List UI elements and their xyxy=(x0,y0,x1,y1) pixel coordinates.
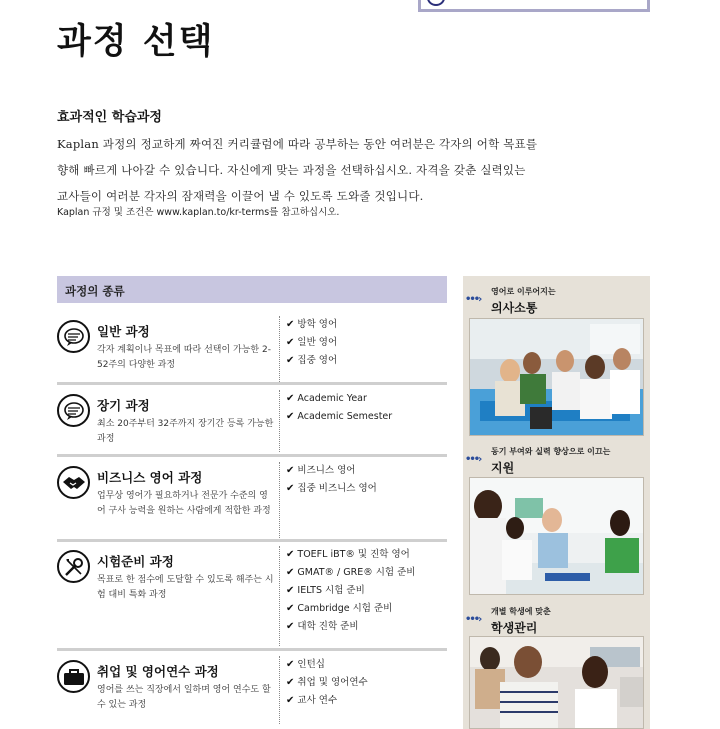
check-icon: ✔ xyxy=(286,585,295,596)
dotted-arrow-icon: •••› xyxy=(465,294,481,305)
option-item: ✔ Academic Year xyxy=(286,393,367,404)
sidebar-subheading: 동기 부여와 실력 향상으로 이끄는 xyxy=(491,447,611,456)
briefcase-icon xyxy=(57,660,90,693)
sidebar-heading: 의사소통 xyxy=(491,301,538,315)
intro-heading: 효과적인 학습과정 xyxy=(57,110,162,125)
intro-body xyxy=(57,131,538,209)
check-icon: ✔ xyxy=(286,549,295,560)
check-icon: ✔ xyxy=(286,621,295,632)
course-exam-prep xyxy=(57,546,447,646)
course-business xyxy=(57,462,447,538)
option-item: ✔ GMAT® / GRE® 시험 준비 xyxy=(286,567,416,578)
sidebar-heading: 학생관리 xyxy=(491,621,538,635)
option-item: ✔ 비즈니스 영어 xyxy=(286,465,356,476)
course-options xyxy=(279,390,447,452)
course-name: 비즈니스 영어 과정 xyxy=(97,470,203,485)
circle-icon xyxy=(427,0,445,6)
option-item: ✔ 방학 영어 xyxy=(286,319,338,330)
course-work-study xyxy=(57,656,447,724)
sidebar-subheading: 영어로 이루어지는 xyxy=(491,287,556,296)
course-options xyxy=(279,316,447,382)
option-item: ✔ Academic Semester xyxy=(286,411,393,422)
course-name: 시험준비 과정 xyxy=(97,554,174,569)
option-item: ✔ IELTS 시험 준비 xyxy=(286,585,365,596)
course-types-header: 과정의 종류 xyxy=(57,276,447,303)
students-chatting-photo xyxy=(469,318,644,436)
divider xyxy=(57,539,447,542)
check-icon: ✔ xyxy=(286,603,295,614)
option-item: ✔ TOEFL iBT® 및 진학 영어 xyxy=(286,549,410,560)
intro-line: 교사들이 여러분 각자의 잠재력을 이끌어 낼 수 있도록 도와줄 것입니다. xyxy=(57,189,424,203)
dotted-arrow-icon: •••› xyxy=(465,614,481,625)
check-icon: ✔ xyxy=(286,465,295,476)
course-desc: 각자 계획이나 목표에 따라 선택이 가능한 2-52주의 다양한 과정 xyxy=(97,345,271,370)
option-item: ✔ 대학 진학 준비 xyxy=(286,621,359,632)
course-name: 장기 과정 xyxy=(97,398,150,413)
option-item: ✔ 취업 및 영어연수 xyxy=(286,677,368,688)
option-item: ✔ Cambridge 시험 준비 xyxy=(286,603,393,614)
course-desc: 최소 20주부터 32주까지 장기간 등록 가능한 과정 xyxy=(97,419,274,444)
sidebar-subheading: 개별 학생에 맞춘 xyxy=(491,607,551,616)
sidebar-heading: 지원 xyxy=(491,461,515,475)
check-icon: ✔ xyxy=(286,695,295,706)
check-icon: ✔ xyxy=(286,411,295,422)
check-icon: ✔ xyxy=(286,393,295,404)
course-desc: 영어를 쓰는 직장에서 일하며 영어 연수도 할 수 있는 과정 xyxy=(97,685,271,710)
intro-line: 향해 빠르게 나아갈 수 있습니다. 자신에게 맞는 과정을 선택하십시오. 자격을 갖춘 실력있는 xyxy=(57,163,526,177)
course-options xyxy=(279,656,447,724)
tools-icon xyxy=(57,550,90,583)
divider xyxy=(57,382,447,385)
check-icon: ✔ xyxy=(286,677,295,688)
speech-bubbles-icon xyxy=(57,320,90,353)
course-name: 일반 과정 xyxy=(97,324,150,339)
check-icon: ✔ xyxy=(286,659,295,670)
check-icon: ✔ xyxy=(286,483,295,494)
divider xyxy=(57,454,447,457)
tutoring-students-photo xyxy=(469,636,644,729)
dotted-arrow-icon: •••› xyxy=(465,454,481,465)
course-name: 취업 및 영어연수 과정 xyxy=(97,664,219,679)
terms-note: Kaplan 규정 및 조건은 www.kaplan.to/kr-terms를 참고하십시오. xyxy=(57,207,340,218)
option-item: ✔ 일반 영어 xyxy=(286,337,338,348)
speech-bubbles-icon xyxy=(57,394,90,427)
option-item: ✔ 인턴십 xyxy=(286,659,325,670)
course-options xyxy=(279,462,447,538)
option-item: ✔ 교사 연수 xyxy=(286,695,338,706)
course-desc: 업무상 영어가 필요하거나 전문가 수준의 영어 구사 능력을 원하는 사람에게 적합한 과정 xyxy=(97,491,271,516)
check-icon: ✔ xyxy=(286,355,295,366)
course-long-term xyxy=(57,390,447,452)
page-title: 과정 선택 xyxy=(57,22,215,62)
sidebar-panel xyxy=(463,276,650,729)
handshake-icon xyxy=(57,466,90,499)
course-options xyxy=(279,546,447,646)
option-item: ✔ 집중 비즈니스 영어 xyxy=(286,483,377,494)
check-icon: ✔ xyxy=(286,319,295,330)
option-item: ✔ 집중 영어 xyxy=(286,355,338,366)
classroom-discussion-photo xyxy=(469,477,644,595)
divider xyxy=(57,648,447,651)
intro-line: Kaplan 과정의 정교하게 짜여진 커리큘럼에 따라 공부하는 동안 여러분은 각자의 어학 목표를 xyxy=(57,137,538,151)
course-general xyxy=(57,316,447,382)
top-tab-decoration xyxy=(418,0,650,12)
check-icon: ✔ xyxy=(286,337,295,348)
course-desc: 목표로 한 점수에 도달할 수 있도록 해주는 시험 대비 특화 과정 xyxy=(97,575,274,600)
check-icon: ✔ xyxy=(286,567,295,578)
